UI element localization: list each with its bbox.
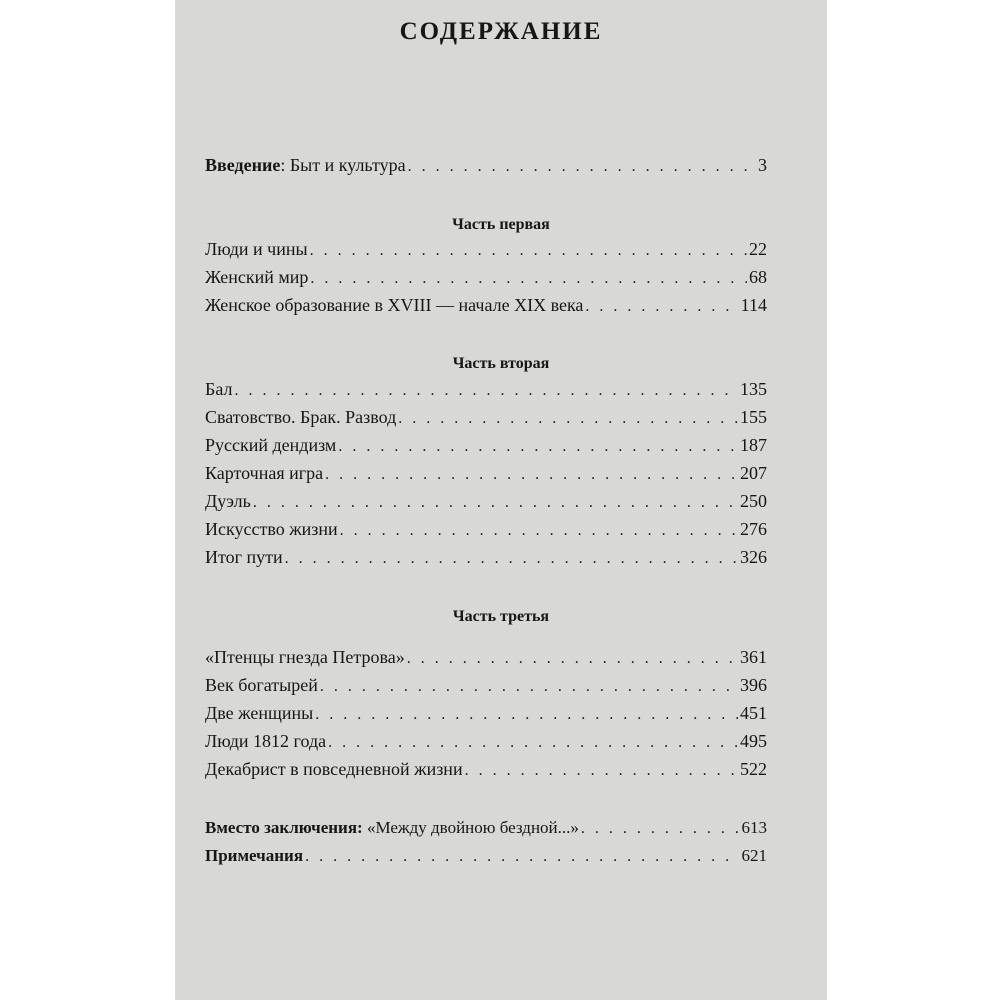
toc-page-number: 276: [740, 519, 767, 539]
toc-entry: [205, 267, 767, 293]
toc-label: Дуэль: [205, 491, 251, 511]
toc-label: Примечания: [205, 846, 304, 865]
toc-label: [205, 818, 579, 838]
toc-page-number: 250: [740, 491, 767, 511]
dot-leader: [581, 820, 740, 838]
toc-label-bold: Вместо заключения:: [205, 818, 363, 837]
toc-page-number: 135: [740, 379, 767, 399]
dot-leader: [305, 848, 739, 866]
dot-leader: [310, 242, 747, 260]
dot-leader: [328, 734, 738, 752]
toc-label-rest: «Между двойною бездной...»: [362, 818, 579, 837]
toc-page-number: 621: [741, 846, 767, 865]
toc-label: Люди и чины: [205, 239, 308, 259]
dot-leader: [340, 522, 738, 540]
toc-entry: [205, 547, 767, 573]
toc-label: Женский мир: [205, 267, 309, 287]
toc-entry: [205, 519, 767, 545]
toc-page-number: 155: [740, 407, 767, 427]
toc-page-number: 68: [749, 267, 767, 287]
dot-leader: [310, 270, 747, 288]
toc-page-number: 613: [741, 818, 767, 837]
dot-leader: [398, 410, 738, 428]
toc-label-rest: : Быт и культура: [280, 155, 406, 175]
toc-page-number: 396: [740, 675, 767, 695]
section-heading-part2: Часть вторая: [452, 355, 550, 372]
toc-entry: [205, 675, 767, 701]
toc-label: Итог пути: [205, 547, 283, 567]
toc-entry: [205, 295, 767, 321]
toc-label: Декабрист в повседневной жизни: [205, 759, 463, 779]
page-title: СОДЕРЖАНИЕ: [399, 18, 603, 45]
dot-leader: [325, 466, 738, 484]
toc-label: [205, 155, 406, 176]
toc-page-number: 326: [740, 547, 767, 567]
toc-entry-intro: [205, 155, 767, 181]
toc-label: Люди 1812 года: [205, 731, 327, 751]
section-heading-part1: Часть первая: [452, 216, 550, 233]
dot-leader: [408, 158, 756, 176]
toc-entry: [205, 407, 767, 433]
dot-leader: [407, 650, 738, 668]
toc-entry-notes: [205, 846, 767, 872]
book-page: [175, 0, 827, 1000]
toc-entry: [205, 491, 767, 517]
toc-label: Две женщины: [205, 703, 314, 723]
toc-label: Век богатырей: [205, 675, 318, 695]
toc-entry: [205, 435, 767, 461]
toc-page-number: 495: [740, 731, 767, 751]
toc-entry-conclusion: [205, 818, 767, 844]
toc-entry: [205, 703, 767, 729]
toc-label: Искусство жизни: [205, 519, 338, 539]
toc-label-bold: Введение: [205, 155, 281, 175]
toc-page-number: 114: [740, 295, 767, 315]
section-heading-part3: Часть третья: [452, 608, 550, 625]
toc-entry: [205, 379, 767, 405]
toc-entry: [205, 647, 767, 673]
toc-label: Карточная игра: [205, 463, 324, 483]
toc-page-number: 3: [758, 155, 767, 175]
toc-page-number: 22: [749, 239, 767, 259]
toc-label: Женское образование в XVIII — начале XIX века: [205, 295, 584, 315]
toc-entry: [205, 239, 767, 265]
dot-leader: [585, 298, 738, 316]
toc-label: Русский дендизм: [205, 435, 337, 455]
toc-page-number: 207: [740, 463, 767, 483]
dot-leader: [338, 438, 738, 456]
toc-entry: [205, 731, 767, 757]
dot-leader: [234, 382, 738, 400]
toc-page-number: 451: [740, 703, 767, 723]
toc-entry: [205, 759, 767, 785]
toc-entry: [205, 463, 767, 489]
dot-leader: [320, 678, 738, 696]
toc-label: Бал: [205, 379, 233, 399]
dot-leader: [465, 762, 738, 780]
toc-page-number: 361: [740, 647, 767, 667]
toc-label: «Птенцы гнезда Петрова»: [205, 647, 405, 667]
toc-page-number: 522: [740, 759, 767, 779]
dot-leader: [253, 494, 738, 512]
dot-leader: [315, 706, 738, 724]
toc-label: Сватовство. Брак. Развод: [205, 407, 397, 427]
toc-page-number: 187: [740, 435, 767, 455]
dot-leader: [285, 550, 738, 568]
